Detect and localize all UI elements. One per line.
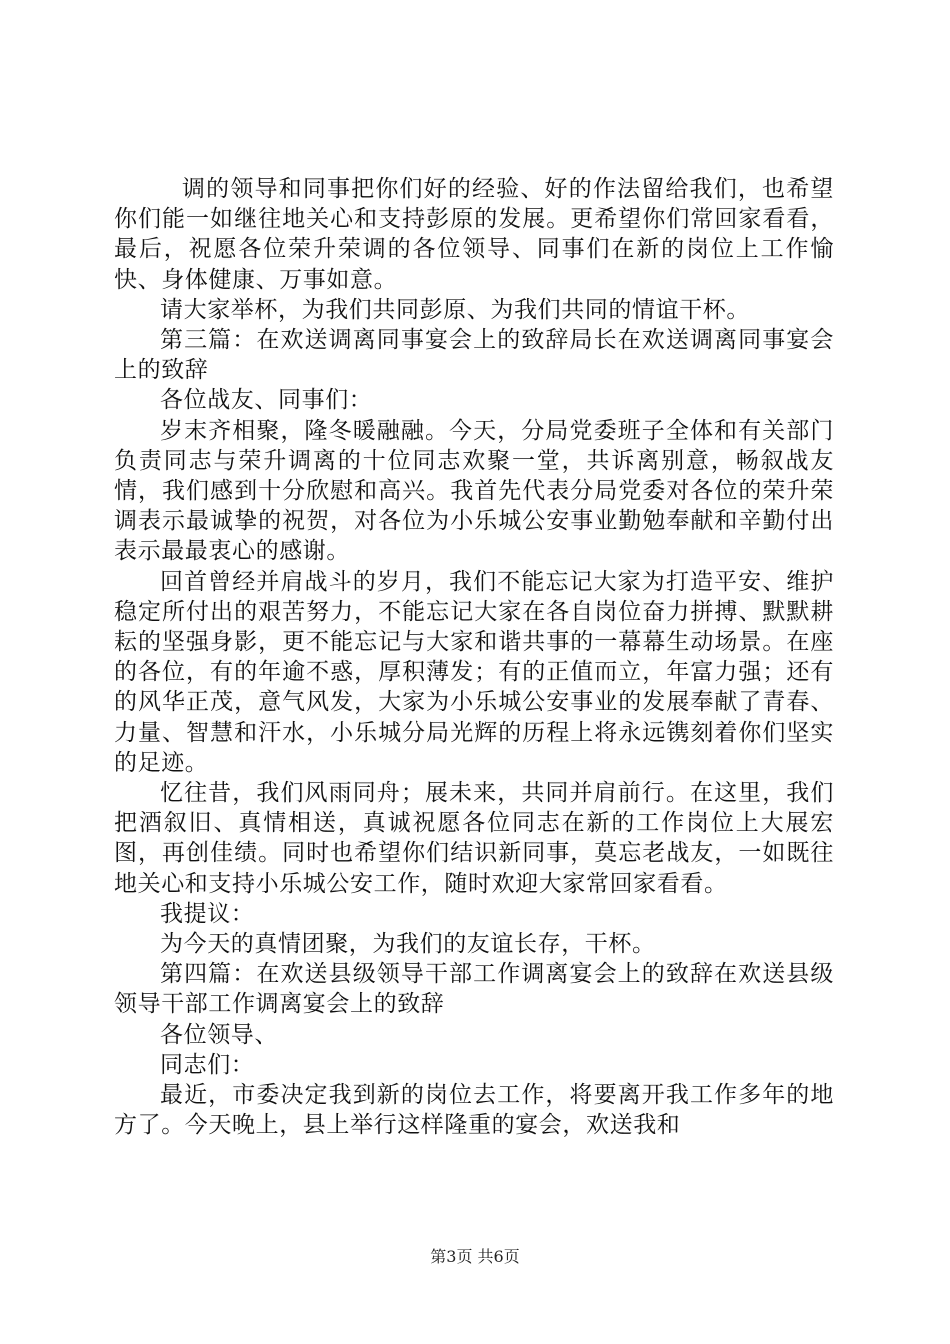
page-number-footer: 第3页 共6页 bbox=[430, 1247, 520, 1266]
paragraph: 忆往昔，我们风雨同舟；展未来，共同并肩前行。在这里，我们把酒叙旧、真情相送，真诚祝愿各位同志在新的工作岗位上大展宏图，再创佳绩。同时也希望你们结识新同事，莫忘老战友，一如既往地关心和支持小乐城公安工作，随时欢迎大家常回家看看。 bbox=[114, 780, 834, 897]
paragraph-toast: 为今天的真情团聚，为我们的友谊长存，干杯。 bbox=[160, 931, 656, 958]
paragraph: 回首曾经并肩战斗的岁月，我们不能忘记大家为打造平安、维护稳定所付出的艰苦努力，不能忘记大家在各自岗位奋力拼搏、默默耕耘的坚强身影，更不能忘记与大家和谐共事的一幕幕生动场景。在座的各位，有的年逾不惑，厚积薄发；有的正值而立，年富力强；还有的风华正茂，意气风发，大家为小乐城公安事业的发展奉献了青春、力量、智慧和汗水，小乐城分局光辉的历程上将永远镌刻着你们坚实的足迹。 bbox=[114, 568, 834, 776]
paragraph: 岁末齐相聚，隆冬暖融融。今天，分局党委班子全体和有关部门负责同志与荣升调离的十位同志欢聚一堂，共诉离别意，畅叙战友情，我们感到十分欣慰和高兴。我首先代表分局党委对各位的荣升荣调表示最诚挚的祝贺，对各位为小乐城公安事业勤勉奉献和辛勤付出表示最最衷心的感谢。 bbox=[114, 417, 834, 565]
paragraph: 最近，市委决定我到新的岗位去工作，将要离开我工作多年的地方了。今天晚上，县上举行这样隆重的宴会，欢送我和 bbox=[114, 1082, 834, 1139]
document-body bbox=[114, 174, 834, 1141]
paragraph-continuation: 调的领导和同事把你们好的经验、好的作法留给我们，也希望你们能一如继往地关心和支持彭原的发展。更希望你们常回家看看，最后，祝愿各位荣升荣调的各位领导、同事们在新的岗位上工作愉快、身体健康、万事如意。 bbox=[114, 176, 834, 293]
salutation: 同志们： bbox=[160, 1051, 255, 1078]
section-heading-4: 第四篇：在欢送县级领导干部工作调离宴会上的致辞在欢送县级领导干部工作调离宴会上的致辞 bbox=[114, 961, 834, 1018]
section-heading-3: 第三篇：在欢送调离同事宴会上的致辞局长在欢送调离同事宴会上的致辞 bbox=[114, 327, 834, 384]
paragraph-proposal: 我提议： bbox=[160, 900, 255, 927]
paragraph-toast: 请大家举杯，为我们共同彭原、为我们共同的情谊干杯。 bbox=[160, 296, 750, 323]
salutation: 各位领导、 bbox=[160, 1021, 278, 1048]
salutation: 各位战友、同事们： bbox=[160, 387, 373, 414]
